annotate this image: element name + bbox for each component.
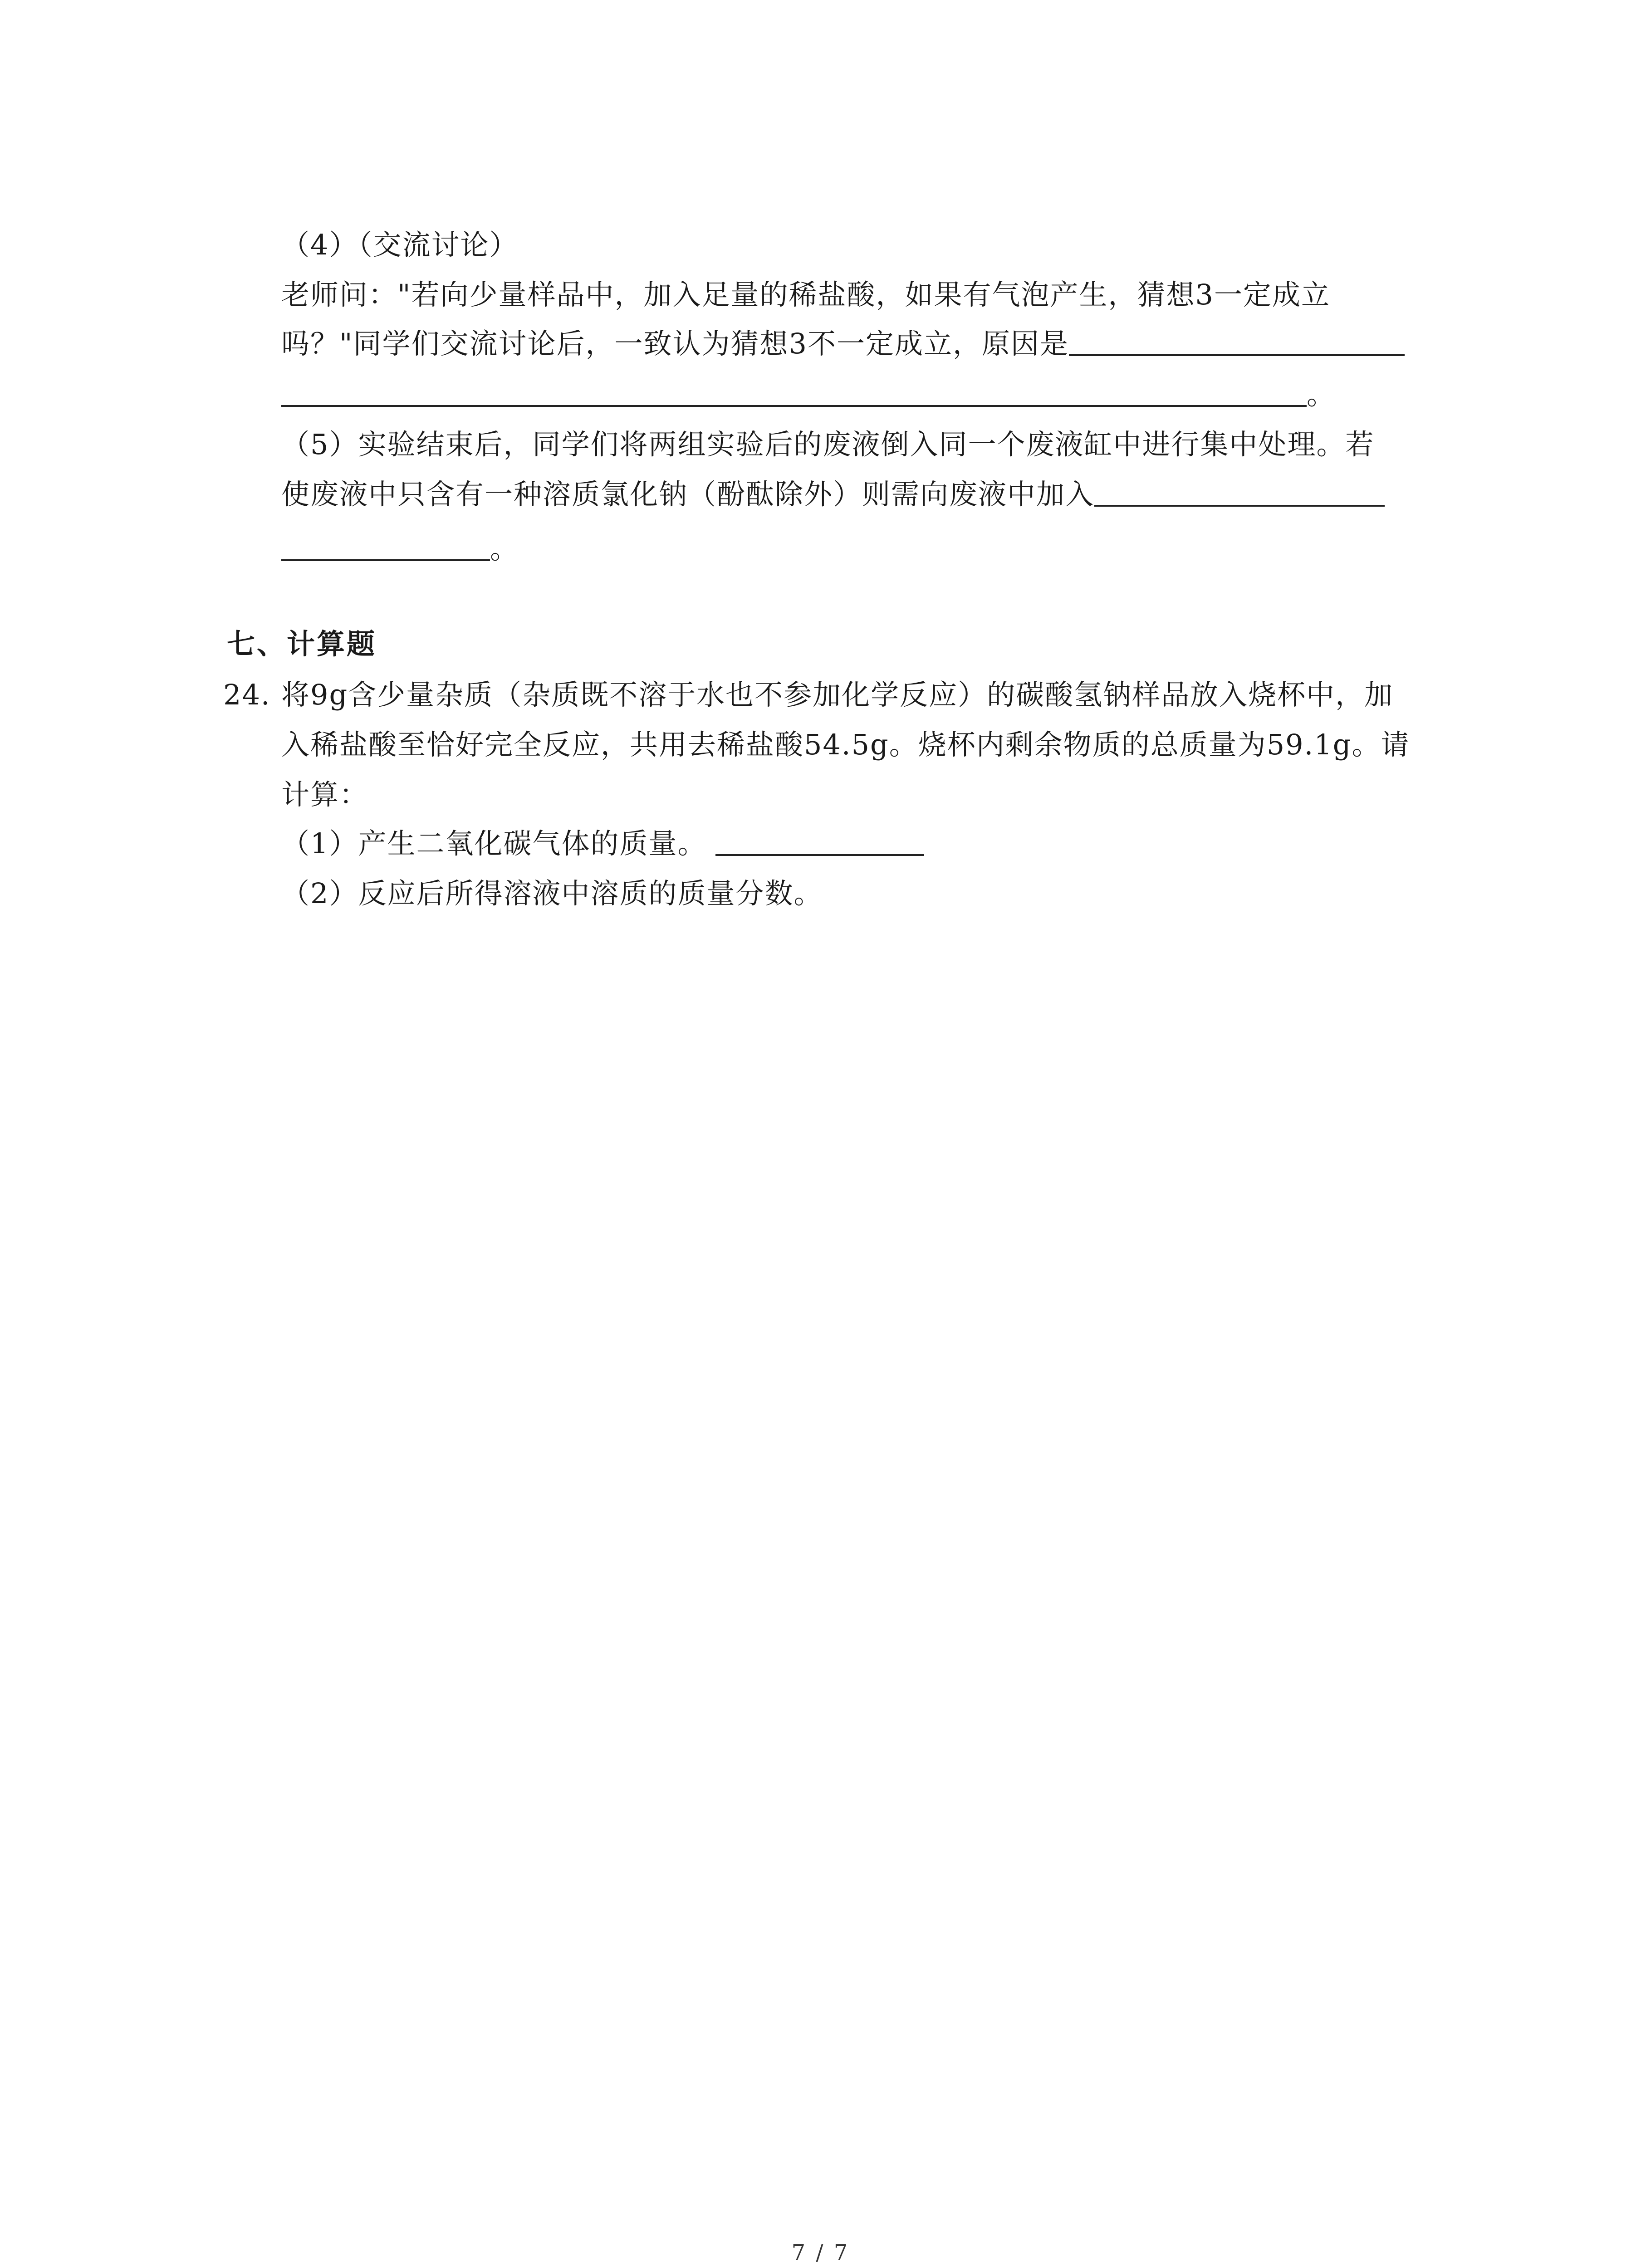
q23-part4-answer-blank-a[interactable] <box>1069 326 1405 356</box>
q24-line3: 计算： <box>281 778 369 811</box>
q23-part5-answer-blank-a[interactable] <box>1094 477 1385 507</box>
q24-sub1-wrap <box>281 826 924 862</box>
q23-part4-answer-blank-b[interactable] <box>281 377 1307 407</box>
q23-part5-answer-blank-b[interactable] <box>281 531 490 561</box>
q23-part5-line2-wrap <box>281 476 1385 513</box>
q24-sub1-answer-blank[interactable] <box>715 826 924 856</box>
q23-part5-end-mark: 。 <box>490 532 519 565</box>
q23-part4-line1: 老师问："若向少量样品中，加入足量的稀盐酸，如果有气泡产生，猜想3一定成立 <box>281 278 1330 311</box>
q24-line2: 入稀盐酸至恰好完全反应，共用去稀盐酸54.5g。烧杯内剩余物质的总质量为59.1g。请 <box>281 728 1410 761</box>
q23-part4-line2: 吗？"同学们交流讨论后，一致认为猜想3不一定成立，原因是 <box>281 327 1069 360</box>
q24-number: 24. <box>223 678 271 711</box>
q23-part4-line3-wrap <box>281 376 1336 413</box>
q23-part5-line2: 使废液中只含有一种溶质氯化钠（酚酞除外）则需向废液中加入 <box>281 478 1095 511</box>
q23-part5-line3-wrap <box>281 531 519 567</box>
section-heading: 七、计算题 <box>227 627 377 660</box>
q24-sub1: （1）产生二氧化碳气体的质量。 <box>281 827 707 860</box>
q24-sub2: （2）反应后所得溶液中溶质的质量分数。 <box>281 877 823 910</box>
q23-part4-end-mark: 。 <box>1307 378 1336 411</box>
q23-part5-line1: （5）实验结束后，同学们将两组实验后的废液倒入同一个废液缸中进行集中处理。若 <box>281 428 1375 461</box>
q23-part4-line2-wrap <box>281 326 1405 362</box>
page-number: 7 / 7 <box>791 2240 850 2265</box>
q24-line1: 将9g含少量杂质（杂质既不溶于水也不参加化学反应）的碳酸氢钠样品放入烧杯中，加 <box>281 678 1394 711</box>
q23-part4-label: （4）（交流讨论） <box>281 228 519 261</box>
